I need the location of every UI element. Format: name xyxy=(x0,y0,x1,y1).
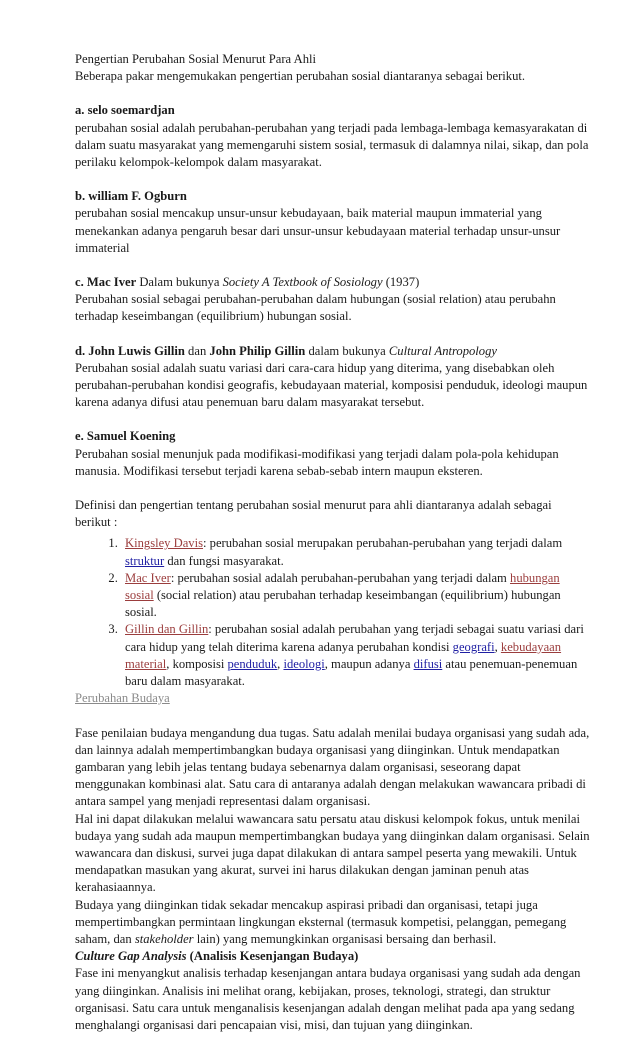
list-item xyxy=(121,535,590,569)
book-title: Cultural Antropology xyxy=(388,343,497,358)
link-ideologi[interactable]: ideologi xyxy=(283,656,325,671)
expert-text: perubahan sosial mencakup unsur-unsur kebudayaan, baik material maupun immaterial yang menekankan adanya pengaruh besar dari unsur-unsur kebudayaan material terhadap unsur-unsur immaterial xyxy=(75,206,561,255)
link-perubahan-budaya[interactable]: Perubahan Budaya xyxy=(75,691,170,706)
expert-text: Perubahan sosial adalah suatu variasi dari cara-cara hidup yang diterima, yang disebabkan oleh perubahan-perubahan kondisi geografis, kebudayaan material, komposisi penduduk, ideologi maupun karena adanya difusi atau penemuan baru dalam masyarakat tersebut. xyxy=(75,360,588,410)
paragraph: Fase ini menyangkut analisis terhadap kesenjangan antara budaya organisasi yang sudah ada dengan yang diinginkan. Analisis ini melihat orang, kebijakan, proses, teknologi, strategi, dan struktur organisasi. Satu cara untuk menganalisis kesenjangan adalah dengan melihat pada apa yang sedang menghalangi organisasi dari pencapaian visi, misi, dan tujuan yang diinginkan. xyxy=(75,966,581,1032)
book-title: Society A Textbook of Sosiology xyxy=(222,275,383,290)
list-text: , xyxy=(494,639,501,654)
link-struktur[interactable]: struktur xyxy=(125,553,165,568)
list-item xyxy=(121,570,590,622)
paragraph xyxy=(75,897,590,949)
list-text: , xyxy=(277,656,284,671)
link-difusi[interactable]: difusi xyxy=(413,656,443,671)
list-text: atau penemuan-penemuan baru dalam masyarakat. xyxy=(125,656,578,689)
expert-name: e. Samuel Koening xyxy=(75,429,176,444)
link-kingsley-davis[interactable]: Kingsley Davis xyxy=(125,536,204,551)
heading-rest: (Analisis Kesenjangan Budaya) xyxy=(186,949,359,964)
definition-intro: Definisi dan pengertian tentang perubahan sosial menurut para ahli diantaranya adalah sebagai berikut : xyxy=(75,498,552,530)
expert-name: d. John Luwis Gillin xyxy=(75,343,185,358)
expert-text: Perubahan sosial menunjuk pada modifikasi-modifikasi yang terjadi dalam pola-pola kehidupan manusia. Modifikasi tersebut terjadi karena sebab-sebab intern maupun eksteren. xyxy=(75,446,559,478)
paragraph-text: Budaya yang diinginkan tidak sekadar mencakup aspirasi pribadi dan organisasi, tetapi juga mempertimbangkan permintaan lingkungan eksternal (termasuk kompetisi, pelanggan, pemegang saham, dan xyxy=(75,897,567,946)
paragraph: Hal ini dapat dilakukan melalui wawancara satu persatu atau diskusi kelompok fokus, untuk menilai budaya yang sudah ada maupun mempertimbangkan budaya yang diinginkan dalam organisasi. Selain wawancara dan diskusi, survei juga dapat dilakukan di antara sampel peserta yang mewakili. Untuk mendapatkan masukan yang akurat, survei ini harus dilakukan dengan jaminan penuh atas kerahasiaannya. xyxy=(75,811,590,895)
list-text: : perubahan sosial adalah perubahan yang terjadi sebagai suatu variasi dari cara hidup yang telah diterima karena adanya perubahan kondisi xyxy=(125,622,584,654)
link-penduduk[interactable]: penduduk xyxy=(227,656,278,671)
paragraph-emphasis: stakeholder xyxy=(134,931,194,946)
list-text: , maupun adanya xyxy=(324,656,414,671)
expert-a xyxy=(75,102,590,171)
link-kebudayaan-material[interactable]: kebudayaan material xyxy=(125,639,562,671)
expert-name: c. Mac Iver xyxy=(75,275,137,290)
expert-name: a. selo soemardjan xyxy=(75,103,175,118)
paragraph-text: lain) yang memungkinkan organisasi bersaing dan berhasil. xyxy=(193,931,497,946)
expert-text: Perubahan sosial sebagai perubahan-perubahan dalam hubungan (sosial relation) atau perubahn terhadap keseimbangan (equilibrium) hubungan sosial. xyxy=(75,292,556,324)
list-text: : perubahan sosial adalah perubahan-perubahan yang terjadi dalam xyxy=(170,570,511,585)
definition-list xyxy=(75,535,590,690)
expert-name-2: John Philip Gillin xyxy=(209,343,306,358)
list-text: dan fungsi masyarakat. xyxy=(164,553,284,568)
expert-b xyxy=(75,188,590,257)
doc-subtitle: Beberapa pakar mengemukakan pengertian perubahan sosial diantaranya sebagai berikut. xyxy=(75,69,526,84)
expert-conj: dan xyxy=(184,343,210,358)
expert-name: b. william F. Ogburn xyxy=(75,189,187,204)
expert-d xyxy=(75,343,590,412)
expert-lead: dalam bukunya xyxy=(305,343,389,358)
link-gillin-dan-gillin[interactable]: Gillin dan Gillin xyxy=(125,622,209,637)
list-text: : perubahan sosial merupakan perubahan-perubahan yang terjadi dalam xyxy=(203,536,563,551)
expert-text: perubahan sosial adalah perubahan-perubahan yang terjadi pada lembaga-lembaga kemasyarakatan di dalam suatu masyarakat yang memengaruhi sistem sosial, termasuk di dalamnya nilai, sikap, dan pola perilaku kelompok-kelompok dalam masyarakat. xyxy=(75,120,589,170)
list-item xyxy=(121,621,590,690)
book-year: (1937) xyxy=(382,275,420,290)
expert-lead: Dalam bukunya xyxy=(136,275,223,290)
link-hubungan-sosial[interactable]: hubungan sosial xyxy=(125,570,560,603)
section-heading xyxy=(75,948,590,965)
expert-c xyxy=(75,274,590,326)
doc-title: Pengertian Perubahan Sosial Menurut Para Ahli xyxy=(75,52,316,66)
paragraph: Fase penilaian budaya mengandung dua tugas. Satu adalah menilai budaya organisasi yang sudah ada, dan lainnya adalah mempertimbangkan budaya organisasi yang diinginkan. Untuk mendapatkan gambaran yang lebih jelas tentang budaya sebenarnya dalam organisasi, seseorang dapat menggunakan kombinasi alat. Satu cara di antaranya adalah dengan melakukan wawancara pribadi di antara sampel yang menjadi representasi dalam organisasi. xyxy=(75,725,590,809)
list-text: (social relation) atau perubahan terhadap keseimbangan (equilibrium) hubungan sosial. xyxy=(125,588,561,620)
link-geografi[interactable]: geografi xyxy=(452,639,495,654)
list-text: , komposisi xyxy=(166,656,228,671)
link-mac-iver[interactable]: Mac Iver xyxy=(125,570,171,585)
heading-italic: Culture Gap Analysis xyxy=(75,949,187,964)
expert-e xyxy=(75,428,590,480)
document-page xyxy=(75,51,590,1034)
